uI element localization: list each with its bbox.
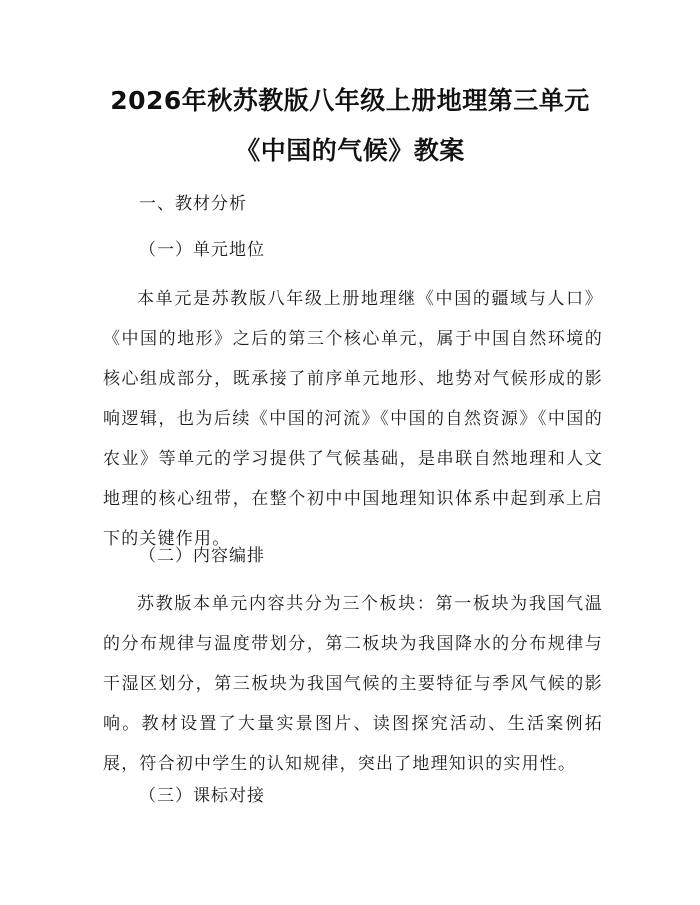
- subsection-heading-curriculum-alignment: （三）课标对接: [139, 786, 265, 806]
- subsection-heading-unit-position: （一）单元地位: [139, 240, 265, 260]
- paragraph-content-arrangement: 苏教版本单元内容共分为三个板块：第一板块为我国气温的分布规律与温度带划分，第二板块为我国降水的分布规律与干湿区划分，第三板块为我国气候的主要特征与季风气候的影响。教材设置了大量实景图片、读图探究活动、生活案例拓展，符合初中学生的认知规律，突出了地理知识的实用性。: [103, 594, 603, 774]
- document-title-line1: 2026年秋苏教版八年级上册地理第三单元: [110, 86, 590, 115]
- section-heading-textbook-analysis: 一、教材分析: [139, 194, 247, 214]
- subsection-heading-content-arrangement: （二）内容编排: [139, 546, 265, 566]
- paragraph-unit-position: 本单元是苏教版八年级上册地理继《中国的疆域与人口》《中国的地形》之后的第三个核心单元，属于中国自然环境的核心组成部分，既承接了前序单元地形、地势对气候形成的影响逻辑，也为后续《中国的河流》《中国的自然资源》《中国的农业》等单元的学习提供了气候基础，是串联自然地理和人文地理的核心纽带，在整个初中中国地理知识体系中起到承上启下的关键作用。: [103, 289, 603, 549]
- document-title-line2: 《中国的气候》教案: [235, 136, 465, 165]
